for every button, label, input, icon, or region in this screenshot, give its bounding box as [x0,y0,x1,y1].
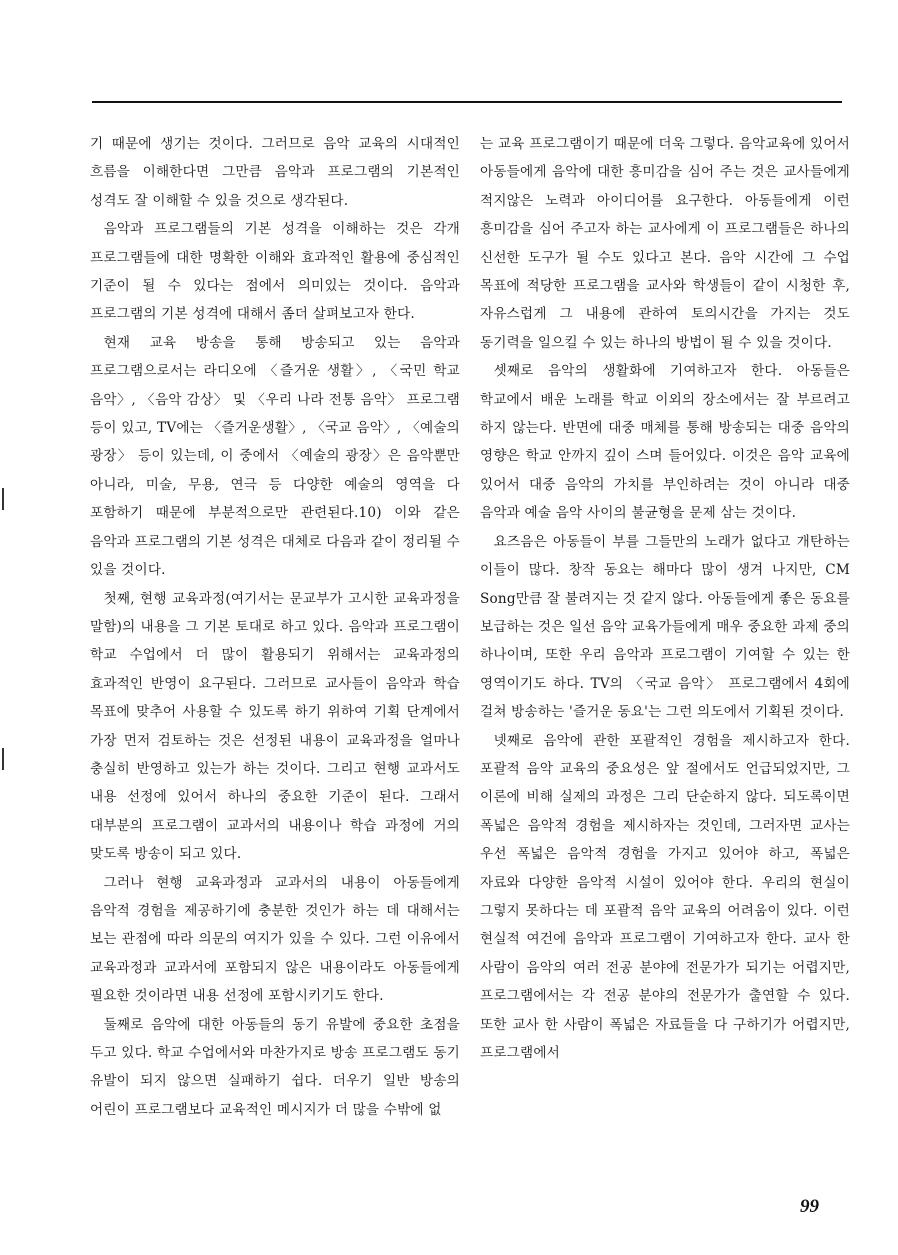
body-paragraph: 음악과 프로그램들의 기본 성격을 이해하는 것은 각개 프로그램들에 대한 명확한 이해와 효과적인 활용에 중심적인 기준이 될 수 있다는 점에서 의미있는 것이다. 음악과 프로그램의 기본 성격에 대해서 좀더 살펴보고자 한다. [90,221,460,323]
body-paragraph: 기 때문에 생기는 것이다. 그러므로 음악 교육의 시대적인 흐름을 이해한다면 그만큼 음악과 프로그램의 기본적인 성격도 잘 이해할 수 있을 것으로 생각된다. [90,136,460,209]
right-column [480,130,850,1067]
scan-margin-mark [2,748,4,770]
body-paragraph: 넷째로 음악에 관한 포괄적인 경험을 제시하고자 한다. 포괄적 음악 교육의 중요성은 앞 절에서도 언급되었지만, 그 이론에 비해 실제의 과정은 그리 단순하지 않다. 되도록이면 폭넓은 음악적 경험을 제시하자는 것인데, 그러자면 교사는 우선 폭넓은 음악적 경험을 가지고 있어야 하고, 폭넓은 자료와 다양한 음악적 시설이 있어야 한다. 우리의 현실이 그렇지 못하다는 데 포괄적 음악 교육의 어려움이 있다. 이런 현실적 여건에 음악과 프로그램이 기여하고자 한다. 교사 한 사람이 음악의 여러 전공 분야에 전문가가 되기는 어렵지만, 프로그램에서는 각 전공 분야의 전문가가 출연할 수 있다. 또한 교사 한 사람이 폭넓은 자료들을 다 구하기가 어렵지만, 프로그램에서 [480,732,850,1061]
left-column [90,130,460,1124]
body-paragraph: 현재 교육 방송을 통해 방송되고 있는 음악과 프로그램으로서는 라디오에 〈즐거운 생활〉, 〈국민 학교 음악〉, 〈음악 감상〉 및 〈우리 나라 전통 음악〉 프로그램 등이 있고, TV에는 〈즐거운생활〉, 〈국교 음악〉, 〈예술의 광장〉 등이 있는데, 이 중에서 〈예술의 광장〉은 음악뿐만 아니라, 미술, 무용, 연극 등 다양한 예술의 영역을 다 포함하기 때문에 부분적으로만 관련된다.10) 이와 같은 음악과 프로그램의 기본 성격은 대체로 다음과 같이 정리될 수 있을 것이다. [90,334,460,579]
page-number: 99 [800,1196,819,1217]
scan-margin-mark [2,488,4,510]
body-paragraph: 요즈음은 아동들이 부를 그들만의 노래가 없다고 개탄하는 이들이 많다. 창작 동요는 해마다 많이 생겨 나지만, CM Song만큼 잘 불려지는 것 같지 않다. 아동들에게 좋은 동요를 보급하는 것은 일선 음악 교육가들에게 매우 중요한 과제 중의 하나이며, 또한 우리 음악과 프로그램이 기여할 수 있는 한 영역이기도 하다. TV의 〈국교 음악〉 프로그램에서 4회에 걸쳐 방송하는 '즐거운 동요'는 그런 의도에서 기획된 것이다. [480,533,850,721]
body-paragraph: 첫째, 현행 교육과정(여기서는 문교부가 고시한 교육과정을 말함)의 내용을 그 기본 토대로 하고 있다. 음악과 프로그램이 학교 수업에서 더 많이 활용되기 위해서는 교육과정의 효과적인 반영이 요구된다. 그러므로 교사들이 음악과 학습 목표에 맞추어 사용할 수 있도록 하기 위하여 기획 단계에서 가장 먼저 검토하는 것은 선정된 내용이 교육과정을 얼마나 충실히 반영하고 있는가 하는 것이다. 그리고 현행 교과서도 내용 선정에 있어서 하나의 중요한 기준이 된다. 그래서 대부분의 프로그램이 교과서의 내용이나 학습 과정에 거의 맞도록 방송이 되고 있다. [90,590,460,863]
body-paragraph: 둘째로 음악에 대한 아동들의 동기 유발에 중요한 초점을 두고 있다. 학교 수업에서와 마찬가지로 방송 프로그램도 동기 유발이 되지 않으면 실패하기 쉽다. 더우기 일반 방송의 어린이 프로그램보다 교육적인 메시지가 더 많을 수밖에 없 [90,1016,460,1118]
header-rule [92,101,842,103]
body-paragraph: 그러나 현행 교육과정과 교과서의 내용이 아동들에게 음악적 경험을 제공하기에 충분한 것인가 하는 데 대해서는 보는 관점에 따라 의문의 여지가 있을 수 있다. 그런 이유에서 교육과정과 교과서에 포함되지 않은 내용이라도 아동들에게 필요한 것이라면 내용 선정에 포함시키기도 한다. [90,874,460,1005]
body-paragraph: 셋째로 음악의 생활화에 기여하고자 한다. 아동들은 학교에서 배운 노래를 학교 이외의 장소에서는 잘 부르려고 하지 않는다. 반면에 대중 매체를 통해 방송되는 대중 음악의 영향은 학교 안까지 깊이 스며 들어있다. 이것은 음악 교육에 있어서 대중 음악의 가치를 부인하려는 것이 아니라 대중 음악과 예술 음악 사이의 불균형을 문제 삼는 것이다. [480,363,850,522]
body-paragraph: 는 교육 프로그램이기 때문에 더욱 그렇다. 음악교육에 있어서 아동들에게 음악에 대한 흥미감을 심어 주는 것은 교사들에게 적지않은 노력과 아이디어를 요구한다. 아동들에게 이런 흥미감을 심어 주고자 하는 교사에게 이 프로그램들은 하나의 신선한 도구가 될 수도 있다고 본다. 음악 시간에 그 수업 목표에 적당한 프로그램을 교사와 학생들이 같이 시청한 후, 자유스럽게 그 내용에 관하여 토의시간을 가지는 것도 동기력을 일으킬 수 있는 하나의 방법이 될 수 있을 것이다. [480,136,850,351]
